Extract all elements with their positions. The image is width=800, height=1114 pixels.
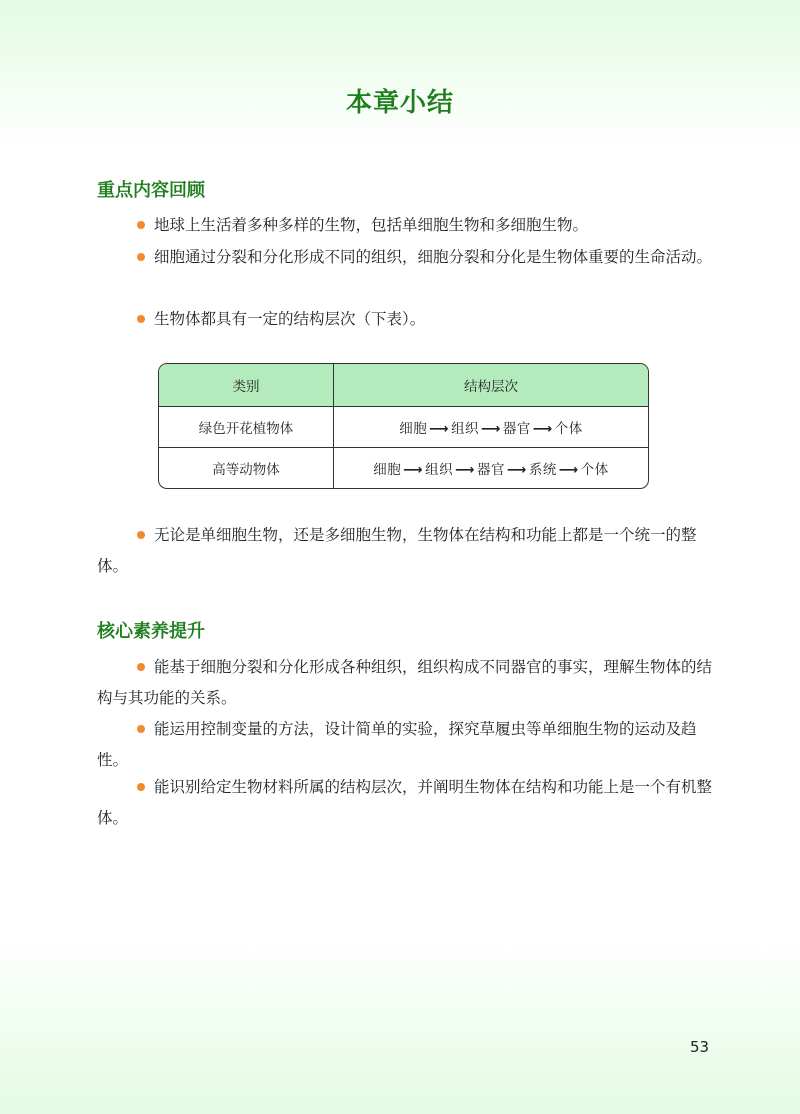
arrow-right-icon: ⟶ bbox=[429, 421, 450, 438]
bullet-dot-icon bbox=[137, 783, 145, 791]
level-term: 器官 bbox=[477, 462, 505, 479]
level-term: 系统 bbox=[528, 462, 557, 479]
level-term: 器官 bbox=[502, 421, 531, 438]
literacy-bullet-1: 能基于细胞分裂和分化形成各种组织，组织构成不同器官的事实，理解生物体的结构与其功能的关系。 bbox=[97, 658, 713, 707]
structure-level-table bbox=[158, 363, 649, 489]
bullet-dot-icon bbox=[137, 315, 145, 323]
arrow-right-icon: ⟶ bbox=[558, 462, 579, 479]
review-bullet-3: 生物体都具有一定的结构层次（下表）。 bbox=[97, 304, 717, 335]
table-cell-category: 绿色开花植物体 bbox=[159, 407, 334, 448]
table-cell-levels bbox=[334, 407, 649, 448]
literacy-bullet-3: 能识别给定生物材料所属的结构层次，并阐明生物体在结构和功能上是一个有机整体。 bbox=[97, 778, 713, 827]
section-heading-literacy: 核心素养提升 bbox=[97, 621, 205, 642]
arrow-right-icon: ⟶ bbox=[403, 462, 424, 479]
table-header-category: 类别 bbox=[159, 364, 334, 407]
level-term: 细胞 bbox=[399, 421, 428, 438]
bullet-dot-icon bbox=[137, 253, 145, 261]
table-cell-category: 高等动物体 bbox=[159, 448, 334, 488]
arrow-right-icon: ⟶ bbox=[532, 421, 553, 438]
bullet-dot-icon bbox=[137, 663, 145, 671]
table-cell-levels bbox=[334, 448, 649, 488]
page-title: 本章小结 bbox=[345, 88, 454, 118]
review-bullet-1: 地球上生活着多种多样的生物，包括单细胞生物和多细胞生物。 bbox=[97, 210, 717, 241]
literacy-bullet-2: 能运用控制变量的方法，设计简单的实验，探究草履虫等单细胞生物的运动及趋性。 bbox=[97, 720, 697, 769]
bullet-dot-icon bbox=[137, 221, 145, 229]
arrow-right-icon: ⟶ bbox=[481, 421, 501, 438]
table-header-levels: 结构层次 bbox=[334, 364, 649, 407]
arrow-right-icon: ⟶ bbox=[507, 462, 527, 479]
review-bullet-2: 细胞通过分裂和分化形成不同的组织，细胞分裂和分化是生物体重要的生命活动。 bbox=[97, 242, 717, 273]
review-summary: 无论是单细胞生物，还是多细胞生物，生物体在结构和功能上都是一个统一的整体。 bbox=[97, 526, 697, 575]
page-number: 53 bbox=[690, 1038, 710, 1056]
bullet-dot-icon bbox=[137, 725, 145, 733]
level-term: 组织 bbox=[451, 421, 480, 438]
section-heading-review: 重点内容回顾 bbox=[97, 180, 205, 201]
bullet-dot-icon bbox=[137, 531, 145, 539]
level-term: 个体 bbox=[554, 421, 583, 438]
arrow-right-icon: ⟶ bbox=[455, 462, 475, 479]
level-term: 细胞 bbox=[373, 462, 402, 479]
level-term: 个体 bbox=[580, 462, 609, 479]
level-term: 组织 bbox=[425, 462, 454, 479]
table-row bbox=[159, 407, 648, 448]
table-row bbox=[159, 448, 648, 488]
